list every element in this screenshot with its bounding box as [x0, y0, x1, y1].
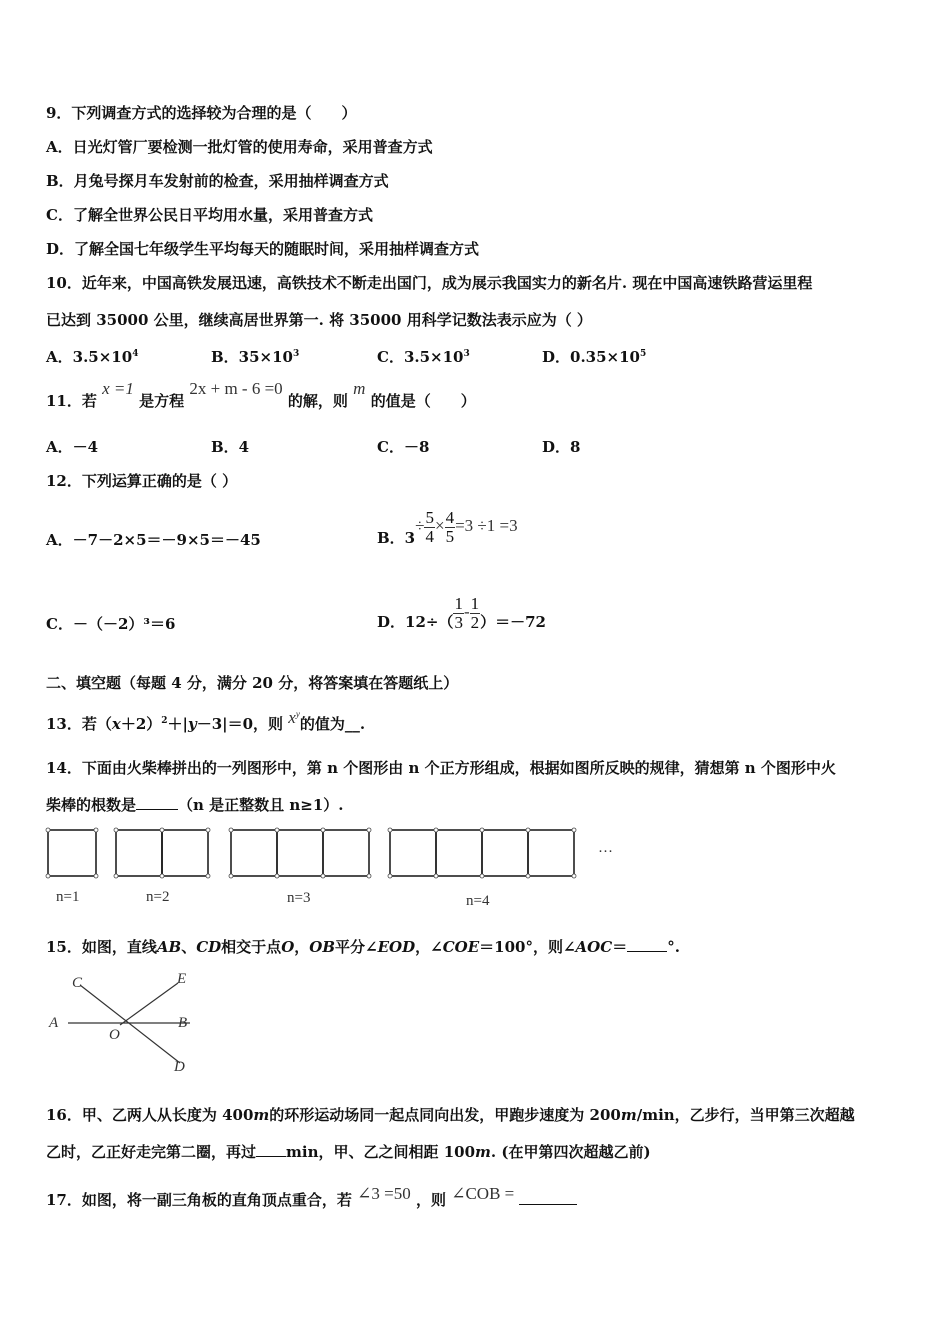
q16-line1: 16．甲、乙两人从长度为 400m的环形运动场同一起点同向出发，甲跑步速度为 200m/min，乙步行，当甲第三次超越	[46, 1106, 855, 1124]
point-label: B	[178, 1015, 188, 1031]
fraction: $\frac{5}{4}$	[425, 507, 434, 546]
q15-stem: 15．如图，直线AB、CD相交于点O，OB平分∠EOD，∠COE＝100°，则∠AOC＝ °.	[46, 938, 680, 956]
fraction: $\frac{1}{2}$	[470, 593, 480, 632]
q10-option-d: D．$0.35\times 10^5$	[542, 348, 647, 366]
figure-label: n=1	[56, 889, 80, 905]
point-label: C	[72, 975, 83, 991]
q12-option-b: B．3÷ $\frac{5}{4}$ × $\frac{4}{5}$ =3 ÷1 =3	[377, 507, 518, 547]
point-label: D	[174, 1059, 185, 1075]
q11-option-d: D．8	[542, 438, 581, 456]
q10-line2: 已达到 35000 公里，继续高居世界第一. 将 35000 用科学记数法表示应为（ ）	[46, 311, 592, 329]
q10-option-a: A．$3.5\times 10^4$	[46, 348, 139, 366]
point-label: O	[109, 1027, 120, 1043]
q11-option-b: B．4	[211, 438, 250, 456]
q10-option-c: C．$3.5\times 10^3$	[377, 348, 470, 366]
q12-option-a: A．－7－2×5＝－9×5＝－45	[46, 531, 261, 549]
q9-option-b: B．月兔号探月车发射前的检查，采用抽样调查方式	[46, 172, 389, 190]
q10-option-b: B．$35\times 10^3$	[211, 348, 300, 366]
answer-blank	[519, 1190, 577, 1205]
matchstick-figure	[40, 820, 640, 915]
section-heading: 二、填空题（每题 4 分，满分 20 分，将答案填在答题纸上）	[46, 674, 459, 692]
q9-option-a: A．日光灯管厂要检测一批灯管的使用寿命，采用普查方式	[46, 138, 433, 156]
q13-stem: 13．若$(x+2)^2+|y-3|=0$，则 $x^y$的值为__.	[46, 708, 366, 733]
q9-stem: 9．下列调查方式的选择较为合理的是（ ）	[46, 104, 357, 122]
answer-blank	[256, 1142, 286, 1157]
fraction: $\frac{4}{5}$	[445, 507, 455, 546]
q9-option-c: C．了解全世界公民日平均用水量，采用普查方式	[46, 206, 373, 224]
q12-stem: 12．下列运算正确的是（ ）	[46, 472, 238, 490]
figure-label: n=3	[287, 890, 311, 906]
point-label: E	[177, 971, 187, 987]
angle-figure	[40, 965, 210, 1080]
ellipsis: ···	[598, 844, 613, 860]
q11-option-a: A．－4	[46, 438, 99, 456]
figure-label: n=4	[466, 893, 490, 909]
q12-option-c: C．－（－2）³＝6	[46, 615, 176, 633]
fraction: $\frac{1}{3}$	[454, 593, 463, 632]
figure-label: n=2	[146, 889, 170, 905]
q14-line2: 柴棒的根数是 （n 是正整数且 n≥1）.	[46, 796, 344, 814]
q11-stem: 11．若 x =1 是方程 2x + m - 6 =0 的解，则 m 的值是（ ）	[46, 379, 476, 410]
q14-line1: 14．下面由火柴棒拼出的一列图形中，第 n 个图形由 n 个正方形组成，根据如图所反映的规律，猜想第 n 个图形中火	[46, 759, 836, 777]
q12-option-d: D．12÷（ $\frac{1}{3}$ - $\frac{1}{2}$ ）＝－72	[377, 593, 546, 632]
q17-stem: 17．如图，将一副三角板的直角顶点重合，若 ∠3 =50 ，则 ∠COB =	[46, 1190, 577, 1210]
point-label: A	[49, 1015, 59, 1031]
q16-line2: 乙时，乙正好走完第二圈，再过 min，甲、乙之间相距 100m. (在甲第四次超越乙前)	[46, 1143, 651, 1161]
q10-line1: 10．近年来，中国高铁发展迅速，高铁技术不断走出国门，成为展示我国实力的新名片. 现在中国高速铁路营运里程	[46, 274, 813, 292]
q11-option-c: C．－8	[377, 438, 430, 456]
q9-option-d: D．了解全国七年级学生平均每天的随眠时间，采用抽样调查方式	[46, 240, 480, 258]
answer-blank	[136, 795, 178, 810]
answer-blank	[627, 937, 667, 952]
